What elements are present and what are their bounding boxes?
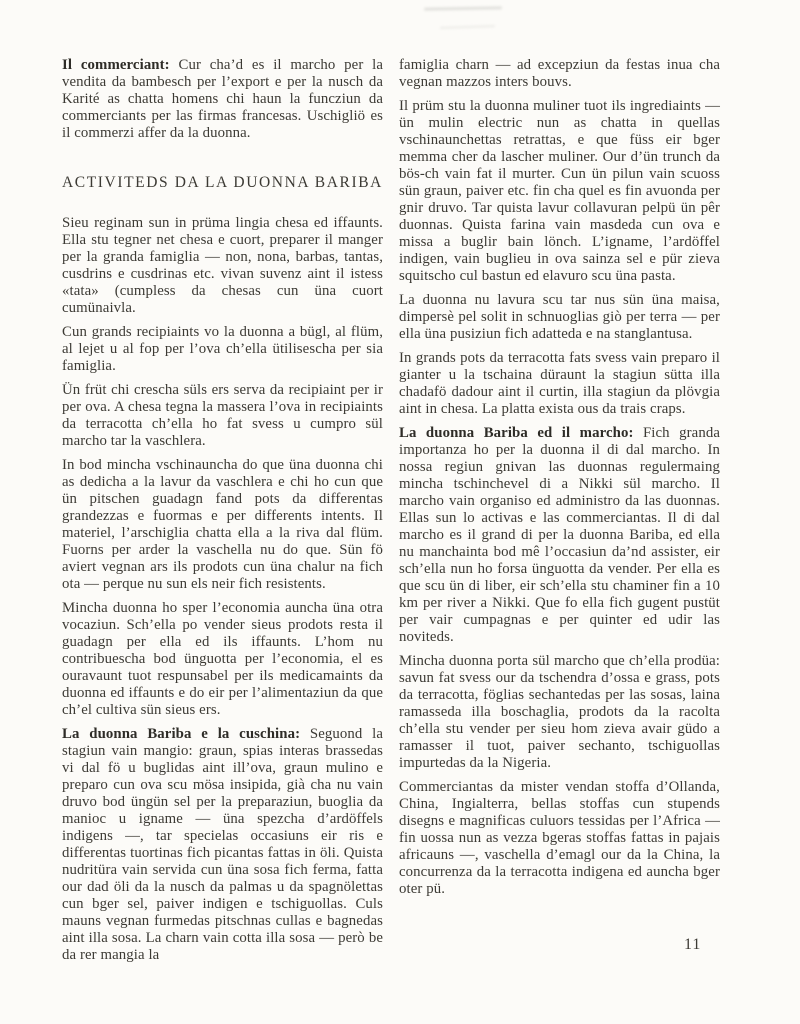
- paragraph: La duonna Bariba e la cuschina: Seguond la stagiun vain mangio: graun, spias interas brassedas vi dal fö u buglidas aint ill’ova, graun mulino e preparo cun ova scu mösa insipida, già cha nu vain druvo bod üngün sel per la preparaziun, buoglia da manioc u igname — üna spezcha d’ardöffels indigens —, tar specielas occasiuns eir ris e differentas tuortinas fich picantas fattas in öli. Quista nudritüra vain servida cun üna sosa fich ferma, fatta our dad öli da la nusch da palmas u da spagnölettas cun bger sel, paiver indigen e tschiguollas. Culs mauns vegnan furmedas pitschnas cullas e bagnedas aint illa sosa. La charn vain cotta illa sosa — però be da rer mangia la: [62, 726, 383, 963]
- paragraph: La duonna nu lavura scu tar nus sün üna maisa, dimpersè pel solit in schnuoglias giò per terra — per ella üna pusiziun fich adatteda e na stanglantusa.: [399, 292, 720, 342]
- paragraph-lead: La duonna Bariba e la cuschina:: [62, 726, 310, 742]
- paragraph-lead: La duonna Bariba ed il marcho:: [399, 425, 643, 441]
- text-column-right: [399, 57, 720, 905]
- paragraph: Mincha duonna porta sül marcho que ch’ella prodüa: savun fat svess our da tschendra d’ossa e grass, pots da terracotta, föglias sechantedas per las sosas, laina ramasseda illa boschaglia, prodots da la racolta ch’ella stu vender per sieu hom zieva avair güdo a ramasser il tuot, paiver sechanto, tschiguollas impurtedas da la Nigeria.: [399, 653, 720, 771]
- paragraph: In grands pots da terracotta fats svess vain preparo il gianter u la tschaina düraunt la stagiun sütta illa chadafö dadour aint il curtin, illa stagiun da plövgia aint in chesa. La platta exista ous da trais craps.: [399, 350, 720, 417]
- paragraph: Sieu reginam sun in prüma lingia chesa ed iffaunts. Ella stu tegner net chesa e cuort, preparer il manger per la granda famiglia — non, nona, barbas, tantas, cusdrins e cusdrinas etc. vivan suvenz aint il istess «tata» (cumpless da chesas cun üna cuort cumünaivla.: [62, 215, 383, 316]
- ink-bleed-mark: [424, 6, 502, 10]
- paragraph: Il commerciant: Cur cha’d es il marcho per la vendita da bambesch per l’export e per la nusch da Karité as chatta homens chi haun la funcziun da commerciants per las firmas francesas. Uschigliö es il commerzi affer da la duonna.: [62, 57, 384, 141]
- text-column-left: [62, 57, 383, 971]
- paragraph: In bod mincha vschinauncha do que üna duonna chi as dedicha a la lavur da vaschlera e chi ho cun que ün pitschen guadagn fand pots da differentas grandezzas e fuormas e per differents intents. Il materiel, l’arschiglia chatta ella a la riva dal flüm. Fuorns per arder la vaschella nu do que. Sün fö aviert vegnan ars ils prodots cun üna chalur na fich ota — perque nu sun els neir fich resistents.: [62, 457, 383, 592]
- paragraph: La duonna Bariba ed il marcho: Fich granda importanza ho per la duonna il di dal marcho. In nossa regiun gnivan las duonnas regulermaing mincha tschinchevel di a Nikki sül marcho. Il marcho vain organiso ed administro da las duonnas. Ellas sun lo activas e las commerciantas. Il di dal marcho es il grand di per la duonna Bariba, ed ella nu manchainta bod mê l’occasiun da’nd assister, eir sch’ella nun ho forsa ünguotta da vender. Per ella es que scu ün di liber, eir sch’ella stu chaminer fin a 10 km per river a Nikki. Que fo ella fich gugent pustüt per vair cumpagnas e per quinter ed udir las noviteds.: [399, 425, 720, 645]
- paragraph: Ün früt chi crescha süls ers serva da recipiaint per ir per ova. A chesa tegna la massera l’ova in recipiaints da terracotta ch’ella ho fat svess u cumpro sül marcho tar la vaschlera.: [62, 382, 383, 449]
- paragraph-lead: Il commerciant:: [62, 57, 179, 73]
- paragraph: famiglia charn — ad excepziun da festas inua cha vegnan mazzos inters bouvs.: [399, 57, 720, 90]
- ink-bleed-mark: [440, 25, 495, 29]
- paragraph: Cun grands recipiaints vo la duonna a bügl, al flüm, al lejet u al fop per l’ova ch’ella ütilisescha per sia famiglia.: [62, 324, 383, 374]
- paragraph: Il prüm stu la duonna muliner tuot ils ingrediaints — ün mulin electric nun as chatta in quellas vschinaunchettas retrattas, e que füss eir bger memma cher da lascher muliner. Our d’ün trunch da bös-ch vain fat il murter. Cun ün pilun vain scuoss sün graun, paiver etc. fin cha quel es fin avuonda per gnir druvo. Tar quista lavur collavuran pelpü ün pêr duonnas. Quista farina vain masdeda cun ova e missa a buglir bain lönch. L’igname, l’ardöffel indigen, vain buglieu in ova sainza sel e pür zieva squitscho cul bastun ed elavuro scu üna pasta.: [399, 98, 720, 284]
- section-heading: ACTIVITEDS DA LA DUONNA BARIBA: [62, 174, 383, 191]
- page-number: 11: [684, 936, 702, 953]
- paragraph: Mincha duonna ho sper l’economia auncha üna otra vocaziun. Sch’ella po vender sieus prodots resta il guadagn per ella ed ils iffaunts. L’hom nu contribuescha bod ünguotta per l’economia, el es ouravaunt tuot respunsabel per ils medicamaints da duonna ed iffaunts e do eir per l’alimentaziun da que ch’el cultiva sün sieus ers.: [62, 600, 383, 718]
- paragraph: Commerciantas da mister vendan stoffa d’Ollanda, China, Ingialterra, bellas stoffas cun stupends disegns e magnificas culuors tessidas per l’Africa — fin uossa nun as vezza bgeras stoffas fattas in pajais africauns —, vaschella d’emagl our da la China, la concurrenza da la terracotta indigena ed auncha bger oter pü.: [399, 779, 720, 897]
